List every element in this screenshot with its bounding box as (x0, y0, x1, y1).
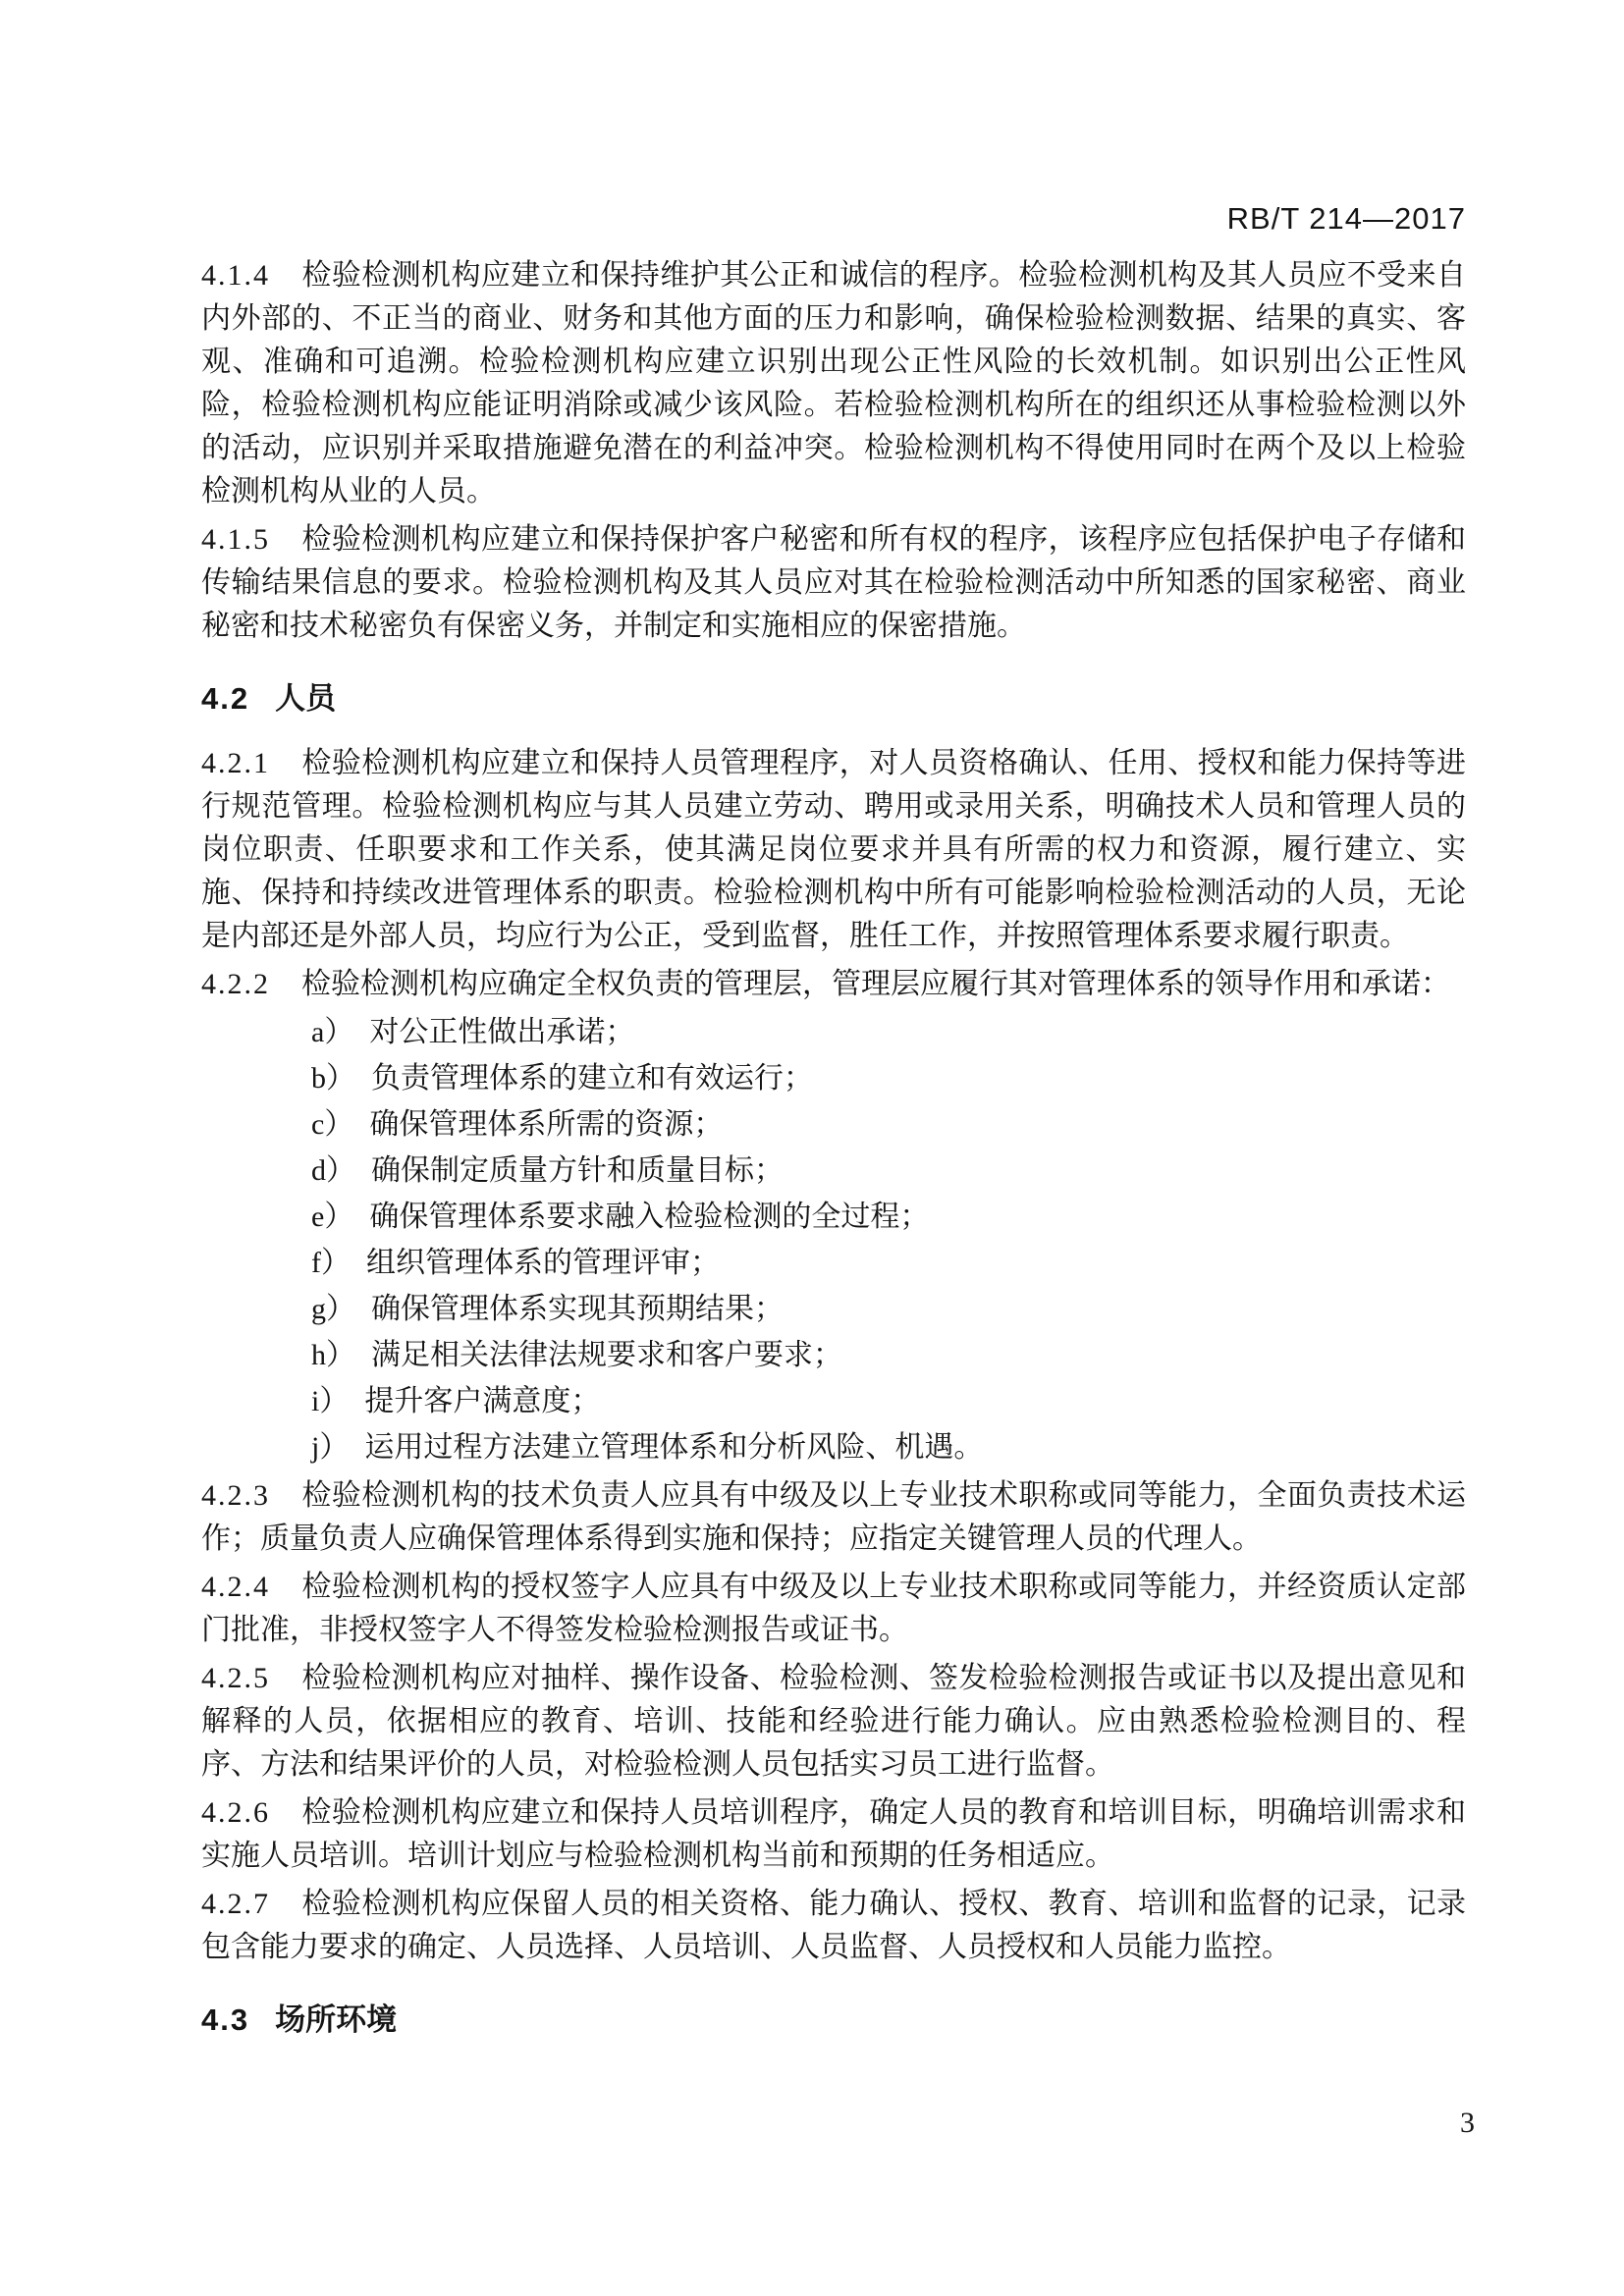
list-marker: g） (311, 1293, 355, 1325)
clause-number: 4.2.6 (201, 1796, 270, 1829)
list-marker: h） (311, 1339, 355, 1371)
clause-text: 检验检测机构应保留人员的相关资格、能力确认、授权、教育、培训和监督的记录，记录包含能力要求的确定、人员选择、人员培训、人员监督、人员授权和人员能力监控。 (201, 1888, 1466, 1963)
clause-number: 4.2.4 (201, 1571, 270, 1603)
list-item-j (201, 1426, 1466, 1469)
list-marker: i） (311, 1385, 350, 1417)
clause-number: 4.1.5 (201, 523, 270, 556)
clause-text: 检验检测机构应对抽样、操作设备、检验检测、签发检验检测报告或证书以及提出意见和解释的人员，依据相应的教育、培训、技能和经验进行能力确认。应由熟悉检验检测目的、程序、方法和结果评价的人员，对检验检测人员包括实习员工进行监督。 (201, 1662, 1466, 1781)
list-marker: d） (311, 1154, 355, 1187)
list-text: 确保制定质量方针和质量目标； (371, 1154, 784, 1187)
list-item-e (201, 1196, 1466, 1239)
list-text: 满足相关法律法规要求和客户要求； (371, 1339, 842, 1371)
clause-4-2-5 (201, 1657, 1466, 1787)
heading-4-3 (201, 1999, 1466, 2042)
list-text: 提升客户满意度； (364, 1385, 601, 1417)
list-item-a (201, 1011, 1466, 1054)
list-text: 确保管理体系所需的资源； (369, 1108, 724, 1141)
clause-text: 检验检测机构应确定全权负责的管理层，管理层应履行其对管理体系的领导作用和承诺： (301, 968, 1450, 1000)
clause-number: 4.2.7 (201, 1888, 270, 1920)
list-item-b (201, 1057, 1466, 1100)
clause-4-1-5 (201, 518, 1466, 648)
list-text: 运用过程方法建立管理体系和分析风险、机遇。 (364, 1431, 984, 1464)
list-marker: e） (311, 1201, 354, 1233)
clause-text: 检验检测机构应建立和保持维护其公正和诚信的程序。检验检测机构及其人员应不受来自内外部的、不正当的商业、财务和其他方面的压力和影响，确保检验检测数据、结果的真实、客观、准确和可追溯。检验检测机构应建立识别出现公正性风险的长效机制。如识别出公正性风险，检验检测机构应能证明消除或减少该风险。若检验检测机构所在的组织还从事检验检测以外的活动，应识别并采取措施避免潜在的利益冲突。检验检测机构不得使用同时在两个及以上检验检测机构从业的人员。 (201, 259, 1466, 507)
clause-number: 4.2.5 (201, 1662, 270, 1694)
heading-title: 人员 (275, 681, 337, 716)
clause-4-2-2-list (201, 1011, 1466, 1469)
clause-number: 4.1.4 (201, 259, 270, 292)
list-text: 确保管理体系实现其预期结果； (371, 1293, 784, 1325)
clause-text: 检验检测机构的授权签字人应具有中级及以上专业技术职称或同等能力，并经资质认定部门批准，非授权签字人不得签发检验检测报告或证书。 (201, 1571, 1466, 1646)
list-item-c (201, 1103, 1466, 1147)
list-item-i (201, 1380, 1466, 1423)
heading-4-2 (201, 677, 1466, 721)
heading-number: 4.2 (201, 681, 250, 716)
clause-text: 检验检测机构应建立和保持人员管理程序，对人员资格确认、任用、授权和能力保持等进行规范管理。检验检测机构应与其人员建立劳动、聘用或录用关系，明确技术人员和管理人员的岗位职责、任职要求和工作关系，使其满足岗位要求并具有所需的权力和资源，履行建立、实施、保持和持续改进管理体系的职责。检验检测机构中所有可能影响检验检测活动的人员，无论是内部还是外部人员，均应行为公正，受到监督，胜任工作，并按照管理体系要求履行职责。 (201, 747, 1466, 952)
list-item-d (201, 1149, 1466, 1193)
list-marker: c） (311, 1108, 354, 1141)
clause-text: 检验检测机构应建立和保持保护客户秘密和所有权的程序，该程序应包括保护电子存储和传输结果信息的要求。检验检测机构及其人员应对其在检验检测活动中所知悉的国家秘密、商业秘密和技术秘密负有保密义务，并制定和实施相应的保密措施。 (201, 523, 1466, 642)
list-item-g (201, 1288, 1466, 1331)
clause-4-2-6 (201, 1791, 1466, 1878)
list-text: 组织管理体系的管理评审； (366, 1247, 720, 1279)
clause-4-2-2 (201, 963, 1466, 1006)
clause-number: 4.2.3 (201, 1479, 270, 1512)
clause-text: 检验检测机构的技术负责人应具有中级及以上专业技术职称或同等能力，全面负责技术运作；质量负责人应确保管理体系得到实施和保持；应指定关键管理人员的代理人。 (201, 1479, 1466, 1555)
list-text: 负责管理体系的建立和有效运行； (371, 1062, 813, 1095)
clause-text: 检验检测机构应建立和保持人员培训程序，确定人员的教育和培训目标，明确培训需求和实施人员培训。培训计划应与检验检测机构当前和预期的任务相适应。 (201, 1796, 1466, 1872)
list-text: 确保管理体系要求融入检验检测的全过程； (369, 1201, 930, 1233)
clause-number: 4.2.2 (201, 968, 270, 1000)
heading-number: 4.3 (201, 2002, 250, 2037)
list-marker: j） (311, 1431, 350, 1464)
list-text: 对公正性做出承诺； (369, 1016, 635, 1048)
clause-4-1-4 (201, 254, 1466, 513)
heading-title: 场所环境 (275, 2002, 398, 2037)
clause-4-2-3 (201, 1474, 1466, 1561)
list-item-h (201, 1334, 1466, 1377)
doc-code-header: RB/T 214—2017 (1226, 201, 1466, 236)
clause-number: 4.2.1 (201, 747, 270, 779)
list-marker: f） (311, 1247, 351, 1279)
clause-4-2-7 (201, 1883, 1466, 1969)
list-marker: b） (311, 1062, 355, 1095)
page-number: 3 (1460, 2107, 1475, 2139)
clause-4-2-1 (201, 742, 1466, 958)
page-content (201, 201, 1466, 2063)
clause-4-2-4 (201, 1566, 1466, 1652)
list-item-f (201, 1242, 1466, 1285)
list-marker: a） (311, 1016, 354, 1048)
